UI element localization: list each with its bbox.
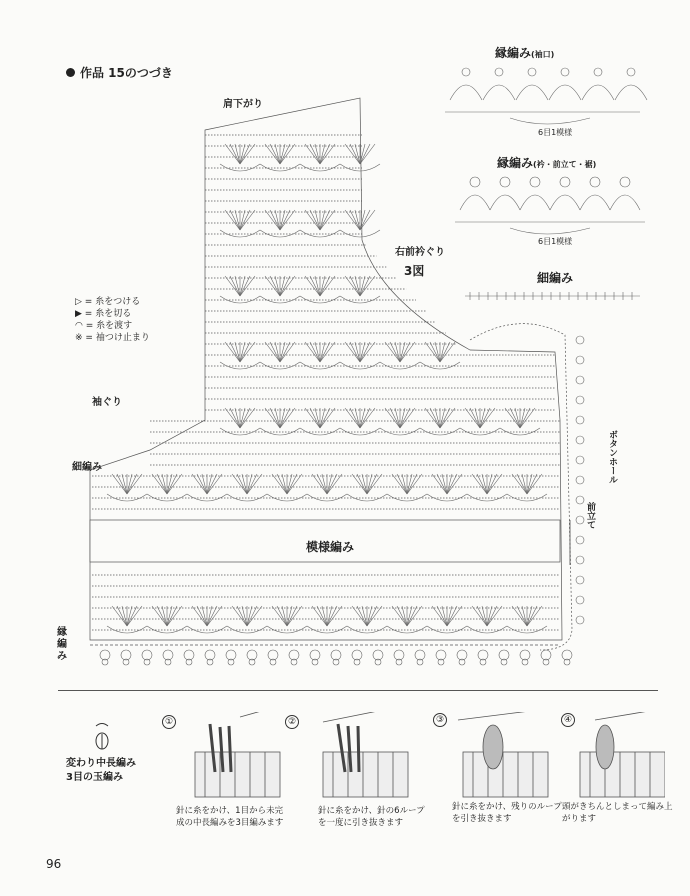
fan-motif [220, 342, 260, 369]
edge-picot [226, 650, 236, 665]
fan-motif [467, 606, 507, 633]
panel2-title: 縁編み(衿・前立て・裾) [497, 156, 597, 170]
panel2-motif [610, 177, 640, 210]
fan-motif [300, 408, 340, 435]
edge-picot [352, 650, 362, 665]
edge-picot [310, 650, 320, 665]
edge-picot [184, 650, 194, 665]
fan-motif [307, 606, 347, 633]
fan-motif [340, 342, 380, 369]
edge-picot [576, 476, 584, 484]
fan-motif [380, 342, 420, 369]
panel2-motif [550, 177, 580, 210]
panel2-repeat: 6目1模様 [538, 237, 573, 246]
step-number: ① [162, 715, 176, 729]
fan-motif [267, 474, 307, 501]
fan-motif [147, 606, 187, 633]
fan-motif [260, 276, 300, 303]
edge-picot [562, 650, 572, 665]
edge-picot [268, 650, 278, 665]
edge-picot [576, 576, 584, 584]
panel2-motif [520, 177, 550, 210]
edge-picot [163, 650, 173, 665]
panel1-title: 縁編み(袖口) [495, 46, 555, 60]
panel1-repeat: 6目1模様 [538, 128, 573, 137]
fan-motif [347, 474, 387, 501]
step3-illustration [458, 712, 548, 797]
panel1-motifs [450, 68, 647, 100]
fan-motif [107, 606, 147, 633]
edge-picot [121, 650, 131, 665]
fan-motif [260, 210, 300, 237]
fan-motif [187, 474, 227, 501]
step4-illustration [580, 712, 665, 797]
fan-motif [387, 606, 427, 633]
fan-motif [340, 408, 380, 435]
hdc-puff-symbol-icon [93, 722, 111, 752]
step-caption: 針に糸をかけ、1目から未完成の中長編みを3目編みます [176, 806, 284, 828]
fan-motif [267, 606, 307, 633]
panel2-motif [460, 177, 490, 210]
fan-motif [467, 474, 507, 501]
fan-motif [340, 144, 380, 171]
edge-picot [576, 596, 584, 604]
section-divider [58, 690, 658, 691]
edge-picot [205, 650, 215, 665]
fan-motif [420, 408, 460, 435]
edge-picot [576, 516, 584, 524]
pattern-label: 模様編み [306, 540, 355, 554]
page-title: 作品 15のつづき [66, 64, 173, 81]
fan-motif [220, 276, 260, 303]
edge-picot [576, 556, 584, 564]
fan-motif [500, 408, 540, 435]
fan-motif [387, 474, 427, 501]
fan-motif [227, 474, 267, 501]
fan-motif [507, 474, 547, 501]
fan-motif [340, 276, 380, 303]
fan-motif [347, 606, 387, 633]
edge-picot [576, 616, 584, 624]
edge-picot [576, 496, 584, 504]
step-caption: 針に糸をかけ、針の6ループを一度に引き抜きます [318, 806, 425, 828]
buttonhole-label: ボタンホール [607, 430, 617, 484]
fan-motif [187, 606, 227, 633]
edge-picot [394, 650, 404, 665]
fan-motif [420, 342, 460, 369]
step-number: ③ [433, 713, 447, 727]
edge-picot [576, 456, 584, 464]
technique-name: 変わり中長編み 3目の玉編み [66, 758, 136, 783]
step-caption: 針に糸をかけ、残りのループを引き抜きます [452, 802, 562, 824]
fan-motif [380, 408, 420, 435]
edge-picot [289, 650, 299, 665]
panel1-brace [510, 118, 590, 124]
edge-picot [576, 416, 584, 424]
edge-picot [541, 650, 551, 665]
edge-picot [373, 650, 383, 665]
edge-picot [576, 396, 584, 404]
edge-picot [457, 650, 467, 665]
edge-picot [100, 650, 110, 665]
fan-motif [107, 474, 147, 501]
panel2-motifs [460, 177, 640, 210]
shoulder-label: 肩下がり [223, 99, 263, 110]
fan-motif [460, 408, 500, 435]
figure-number: 3図 [404, 264, 425, 278]
page-number: 96 [46, 857, 62, 871]
edge-picot [331, 650, 341, 665]
edge-picot [576, 356, 584, 364]
panel3-title: 細編み [537, 271, 574, 285]
edge-picot [576, 376, 584, 384]
edge-picot [436, 650, 446, 665]
fan-motif [340, 210, 380, 237]
fan-motif [307, 474, 347, 501]
edge-picot [576, 336, 584, 344]
sc-label-left: 細編み [72, 462, 102, 473]
edge-picot [576, 436, 584, 444]
panel1-motif [582, 68, 614, 100]
edge-picot [576, 536, 584, 544]
fan-motif [427, 606, 467, 633]
step-number: ④ [561, 713, 575, 727]
step-illustrations [185, 712, 665, 802]
neckline-label: 右前衿ぐり [395, 247, 445, 258]
fan-motif [300, 276, 340, 303]
fan-motif [300, 144, 340, 171]
fan-motif [220, 210, 260, 237]
panel1-motif [450, 68, 482, 100]
panel2-brace [510, 228, 590, 234]
fan-motif [220, 408, 260, 435]
armhole-label: 袖ぐり [92, 397, 122, 408]
step2-illustration [323, 712, 408, 797]
legend-item: ◠ = 糸を渡す [75, 321, 133, 331]
panel2-motif [490, 177, 520, 210]
fan-motif [300, 210, 340, 237]
step-caption: 頭がきちんとしまって編み上がります [562, 802, 673, 824]
edge-picot [247, 650, 257, 665]
fan-motif [260, 144, 300, 171]
legend-item: ※ = 袖つけ止まり [75, 333, 150, 343]
fan-motif [227, 606, 267, 633]
fan-motif [147, 474, 187, 501]
step1-illustration [195, 712, 280, 797]
edge-picot [415, 650, 425, 665]
edge-picot [520, 650, 530, 665]
symbol-legend [75, 296, 150, 344]
panel1-motif [549, 68, 581, 100]
edge-picot [478, 650, 488, 665]
fan-motif [427, 474, 467, 501]
edge-label-left: 縁編み [57, 627, 67, 662]
legend-item: ▷ = 糸をつける [75, 297, 141, 307]
edge-picot [499, 650, 509, 665]
fan-motif [260, 342, 300, 369]
fan-motif [220, 144, 260, 171]
front-band-label: 前立て [585, 502, 595, 529]
panel1-motif [483, 68, 515, 100]
panel1-motif [615, 68, 647, 100]
panel1-motif [516, 68, 548, 100]
legend-item: ▶ = 糸を切る [75, 309, 132, 319]
fan-motif [507, 606, 547, 633]
fan-motif [260, 408, 300, 435]
fan-motif [300, 342, 340, 369]
panel2-motif [580, 177, 610, 210]
step-number: ② [285, 715, 299, 729]
edge-picot [142, 650, 152, 665]
